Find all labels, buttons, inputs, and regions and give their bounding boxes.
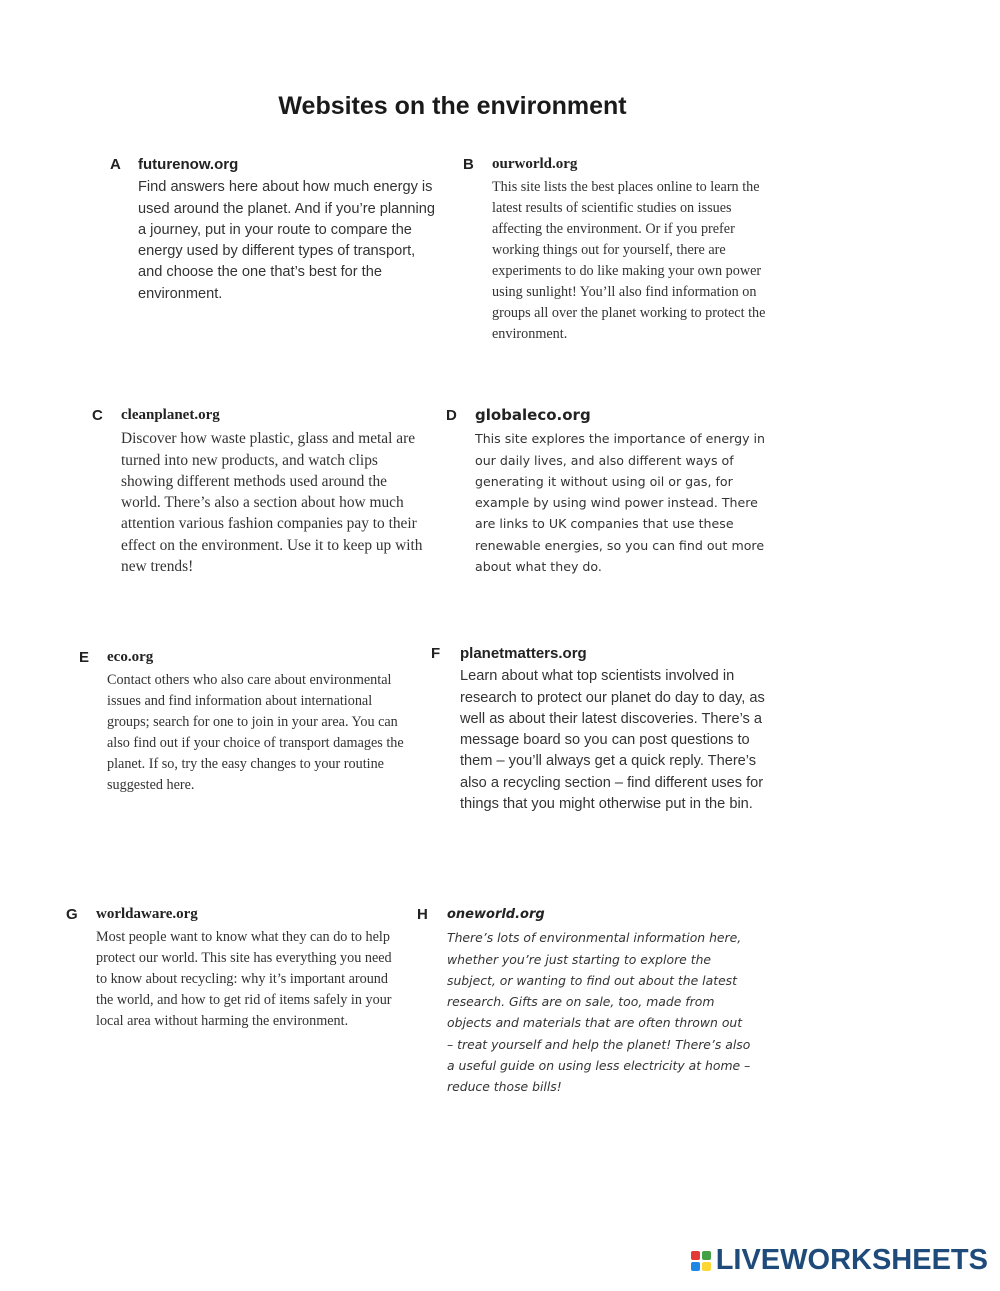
liveworksheets-logo bbox=[691, 1244, 988, 1277]
site-name: worldaware.org bbox=[96, 906, 198, 922]
logo-text: LIVEWORKSHEETS bbox=[715, 1244, 988, 1276]
entry-d bbox=[446, 405, 775, 577]
site-name: planetmatters.org bbox=[460, 645, 587, 662]
page-title: Websites on the environment bbox=[278, 92, 627, 120]
entry-letter: G bbox=[66, 906, 78, 923]
entry-letter: B bbox=[463, 156, 474, 173]
site-name: ourworld.org bbox=[492, 156, 578, 172]
entry-letter: D bbox=[446, 407, 457, 424]
site-description: Find answers here about how much energy is used around the planet. And if you’re planning a journey, put in your route to compare the energy used by different types of transport, and choose the one that’s best for the environment. bbox=[138, 179, 435, 302]
entry-e bbox=[79, 647, 412, 796]
site-description: Contact others who also care about environmental issues and find information about international groups; search for one to join in your area. You can also find out if your choice of transport damages the planet. If so, try the easy changes to your routine suggested here. bbox=[107, 672, 404, 793]
site-description: There’s lots of environmental information here, whether you’re just starting to explore the subject, or wanting to find out about the latest research. Gifts are on sale, too, made from objects and materials that are often thrown out – treat yourself and help the planet! There’s also a useful guide on using less electricity at home – reduce those bills! bbox=[447, 930, 751, 1095]
site-name: globaleco.org bbox=[475, 406, 591, 424]
site-name: futurenow.org bbox=[138, 156, 239, 173]
entry-letter: H bbox=[417, 906, 428, 923]
entry-c bbox=[92, 405, 423, 577]
entry-g bbox=[66, 904, 401, 1032]
logo-square-blue bbox=[691, 1262, 700, 1271]
site-description: This site explores the importance of energy in our daily lives, and also different ways of generating it without using oil or gas, for example by using wind power instead. There are links to UK companies that use these renewable energies, so you can find out more about what they do. bbox=[475, 431, 766, 575]
site-description: Learn about what top scientists involved in research to protect our planet do day to day, as well as about their latest discoveries. There’s a message board so you can post questions to them – you’ll always get a quick reply. There’s also a recycling section – find different uses for things that you might otherwise put in the bin. bbox=[460, 668, 765, 813]
logo-square-green bbox=[702, 1251, 711, 1260]
entry-letter: E bbox=[79, 649, 90, 666]
site-name: eco.org bbox=[107, 649, 154, 665]
entry-letter: C bbox=[92, 407, 103, 424]
entry-letter: A bbox=[110, 156, 121, 173]
site-description: Discover how waste plastic, glass and metal are turned into new products, and watch clips showing different methods used around the world. There’s also a section about how much attention various fashion companies pay to their effect on the environment. Use it to keep up with new trends! bbox=[121, 430, 423, 576]
entry-b bbox=[463, 154, 784, 345]
entry-h bbox=[417, 904, 752, 1098]
site-description: This site lists the best places online to learn the latest results of scientific studies on issues affecting the environment. Or if you prefer working things out for yourself, there are experiments to do like making your own power using sunlight! You’ll also find information on groups all over the planet working to protect the environment. bbox=[492, 179, 766, 342]
entry-a bbox=[110, 154, 438, 305]
entry-letter: F bbox=[431, 645, 441, 662]
logo-icon bbox=[691, 1251, 711, 1271]
site-name: cleanplanet.org bbox=[121, 407, 220, 423]
site-name: oneworld.org bbox=[447, 907, 545, 922]
entry-f bbox=[431, 643, 772, 815]
logo-square-red bbox=[691, 1251, 700, 1260]
logo-square-yellow bbox=[702, 1262, 711, 1271]
site-description: Most people want to know what they can do to help protect our world. This site has everything you need to know about recycling: why it’s important around the world, and how to get rid of items safely in your local area without harming the environment. bbox=[96, 929, 392, 1029]
